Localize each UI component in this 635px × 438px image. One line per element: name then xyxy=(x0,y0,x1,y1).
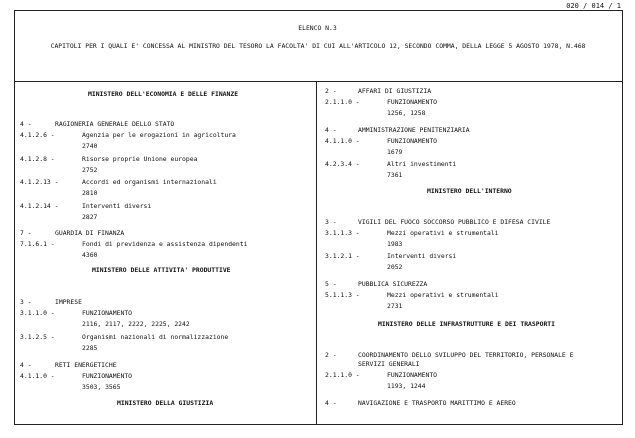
chapter-description: FUNZIONAMENTO xyxy=(387,98,438,106)
chapter-description: Mezzi operativi e strumentali xyxy=(387,229,499,237)
chapter-code: 3.1.2.1 - xyxy=(325,252,360,260)
section-title: AMMINISTRAZIONE PENITENZIARIA xyxy=(358,126,470,134)
chapter-description: FUNZIONAMENTO xyxy=(82,309,133,317)
chapter-code: 2.1.1.0 - xyxy=(325,371,360,379)
chapter-code: 4.1.1.0 - xyxy=(325,137,360,145)
chapter-code: 4.1.1.0 - xyxy=(20,372,55,380)
chapter-numbers: 7361 xyxy=(387,171,403,179)
ministry-heading: MINISTERO DELLE INFRASTRUTTURE E DEI TRASPORTI xyxy=(378,320,555,328)
chapter-numbers: 2731 xyxy=(387,302,403,310)
chapter-numbers: 2116, 2117, 2222, 2225, 2242 xyxy=(82,320,190,328)
chapter-numbers: 2740 xyxy=(82,142,98,150)
section-number: 4 - xyxy=(325,126,337,134)
section-title: VIGILI DEL FUOCO SOCCORSO PUBBLICO E DIFESA CIVILE xyxy=(358,218,551,226)
chapter-description: Risorse proprie Unione europea xyxy=(82,155,198,163)
chapter-numbers: 4360 xyxy=(82,251,98,259)
document-heading: CAPITOLI PER I QUALI E' CONCESSA AL MINISTRO DEL TESORO LA FACOLTA' DI CUI ALL'ARTICOLO 12, SECONDO COMMA, DELLA LEGGE 5 AGOSTO 1978, N.468 xyxy=(50,42,586,50)
header-divider xyxy=(14,81,623,82)
ministry-heading: MINISTERO DELL'INTERNO xyxy=(427,187,512,195)
chapter-description: Agenzia per le erogazioni in agricoltura xyxy=(82,131,236,139)
chapter-description: Organismi nazionali di normalizzazione xyxy=(82,333,229,341)
page-code: 020 / 014 / 1 xyxy=(566,2,621,10)
chapter-numbers: 2052 xyxy=(387,263,403,271)
chapter-description: Altri investimenti xyxy=(387,160,457,168)
section-title: GUARDIA DI FINANZA xyxy=(55,229,125,237)
section-number: 3 - xyxy=(325,218,337,226)
chapter-description: FUNZIONAMENTO xyxy=(82,372,133,380)
section-number: 3 - xyxy=(20,298,32,306)
section-title-continued: SERVIZI GENERALI xyxy=(358,360,420,368)
chapter-numbers: 2827 xyxy=(82,213,98,221)
chapter-code: 4.2.3.4 - xyxy=(325,160,360,168)
section-title: IMPRESE xyxy=(55,298,82,306)
section-number: 2 - xyxy=(325,87,337,95)
ministry-heading: MINISTERO DELLA GIUSTIZIA xyxy=(117,399,214,407)
document-title: ELENCO N.3 xyxy=(298,24,337,32)
chapter-numbers: 1256, 1258 xyxy=(387,109,426,117)
section-number: 5 - xyxy=(325,280,337,288)
chapter-code: 3.1.2.5 - xyxy=(20,333,55,341)
chapter-numbers: 2810 xyxy=(82,189,98,197)
chapter-numbers: 3503, 3565 xyxy=(82,383,121,391)
chapter-description: FUNZIONAMENTO xyxy=(387,371,438,379)
section-title: RAGIONERIA GENERALE DELLO STATO xyxy=(55,120,175,128)
section-title: NAVIGAZIONE E TRASPORTO MARITTIMO E AEREO xyxy=(358,399,516,407)
chapter-description: Accordi ed organismi internazionali xyxy=(82,178,217,186)
chapter-description: Interventi diversi xyxy=(82,202,152,210)
section-number: 4 - xyxy=(20,361,32,369)
chapter-numbers: 1679 xyxy=(387,148,403,156)
chapter-code: 7.1.6.1 - xyxy=(20,240,55,248)
chapter-code: 4.1.2.6 - xyxy=(20,131,55,139)
chapter-numbers: 1193, 1244 xyxy=(387,382,426,390)
section-title: PUBBLICA SICUREZZA xyxy=(358,280,428,288)
section-number: 2 - xyxy=(325,351,337,359)
section-number: 7 - xyxy=(20,229,32,237)
section-title: AFFARI DI GIUSTIZIA xyxy=(358,87,432,95)
section-number: 4 - xyxy=(325,399,337,407)
chapter-code: 5.1.1.3 - xyxy=(325,291,360,299)
chapter-code: 4.1.2.13 - xyxy=(20,178,59,186)
section-title: COORDINAMENTO DELLO SVILUPPO DEL TERRITORIO, PERSONALE E xyxy=(358,351,574,359)
column-divider xyxy=(316,81,317,425)
section-title: RETI ENERGETICHE xyxy=(55,361,117,369)
chapter-code: 4.1.2.8 - xyxy=(20,155,55,163)
chapter-numbers: 2285 xyxy=(82,344,98,352)
ministry-heading: MINISTERO DELLE ATTIVITA' PRODUTTIVE xyxy=(92,266,231,274)
chapter-numbers: 2752 xyxy=(82,166,98,174)
chapter-code: 2.1.1.0 - xyxy=(325,98,360,106)
chapter-code: 3.1.1.0 - xyxy=(20,309,55,317)
section-number: 4 - xyxy=(20,120,32,128)
chapter-numbers: 1983 xyxy=(387,240,403,248)
ministry-heading: MINISTERO DELL'ECONOMIA E DELLE FINANZE xyxy=(88,90,239,98)
chapter-description: FUNZIONAMENTO xyxy=(387,137,438,145)
chapter-description: Fondi di previdenza e assistenza dipendenti xyxy=(82,240,248,248)
chapter-code: 4.1.2.14 - xyxy=(20,202,59,210)
chapter-description: Mezzi operativi e strumentali xyxy=(387,291,499,299)
chapter-code: 3.1.1.3 - xyxy=(325,229,360,237)
chapter-description: Interventi diversi xyxy=(387,252,457,260)
